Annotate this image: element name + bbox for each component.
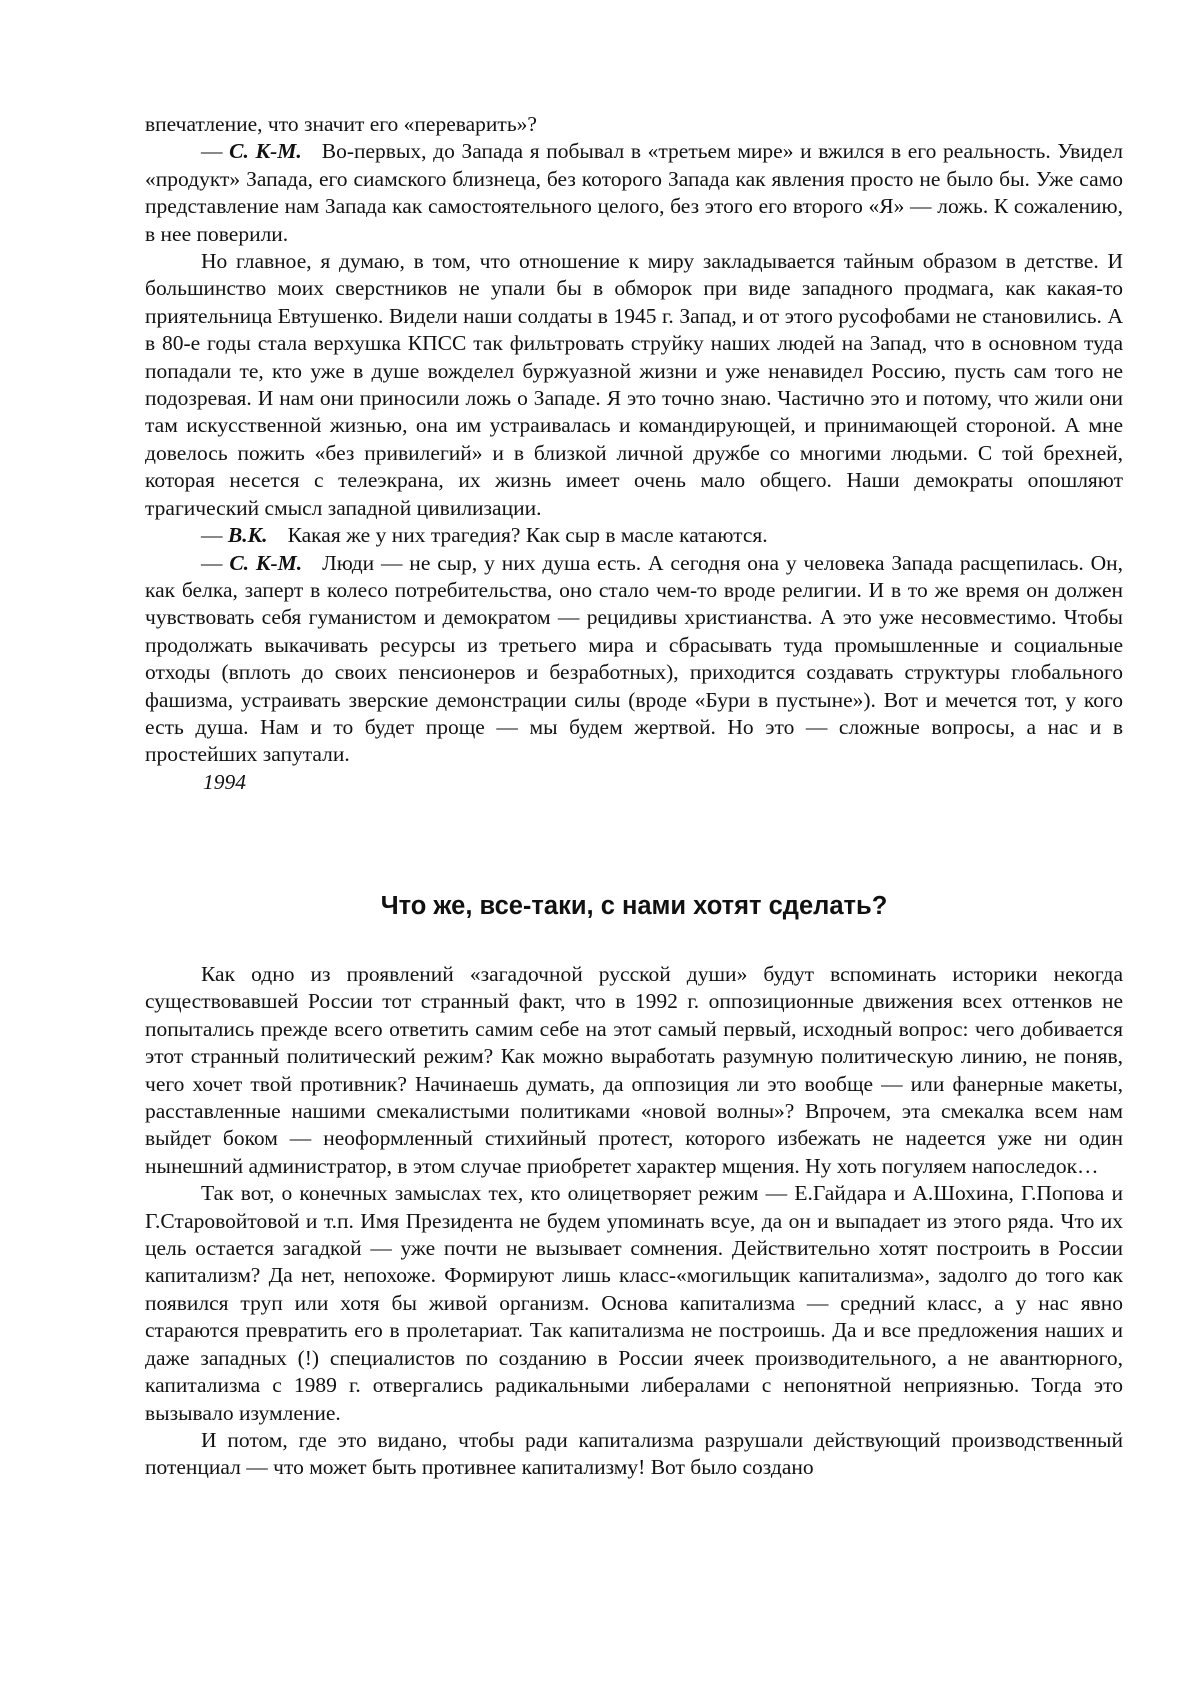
paragraph-body: Как одно из проявлений «загадочной русской души» будут вспоминать историки некогда существовавшей России тот странный факт, что в 1992 г. оппозиционные движения всех оттенков не попытались прежде всего ответить самим себе на этот самый первый, исходный вопрос: чего добивается этот странный политический режим? Как можно выработать разумную политическую линию, не поняв, чего хочет твой противник? Начинаешь думать, да оппозиция ли это вообще — или фанерные макеты, расставленные нашими смекалистыми политиками «новой волны»? Впрочем, эта смекалка всем нам выйдет боком — неоформленный стихийный протест, которого избежать не надеется уже ни один нынешний администратор, в этом случае приобретет характер мщения. Ну хоть погуляем напоследок…	[145, 962, 1123, 1178]
answer-text: Во-первых, до Запада я побывал в «третьем мире» и вжился в его реальность. Увидел «продукт» Запада, его сиамского близнеца, без которого Запада как явления просто не было бы. Уже само представление нам Запада как самостоятельного целого, без этого его второго «Я» — ложь. К сожалению, в нее поверили.	[145, 139, 1124, 246]
question-text: Какая же у них трагедия? Как сыр в масле катаются.	[287, 523, 768, 548]
paragraph-question	[145, 522, 1123, 549]
dash: —	[201, 550, 230, 575]
answer-text: Люди — не сыр, у них душа есть. А сегодня она у человека Запада расщепилась. Он, как белка, заперт в колесо потребительства, оно стало чем-то вроде религии. И в то же время он должен чувствовать себя гуманистом и демократом — рецидивы христианства. А это уже несовместимо. Чтобы продолжать выкачивать ресурсы из третьего мира и сбрасывать туда промышленные и социальные отходы (вплоть до своих пенсионеров и безработных), приходится создавать структуры глобального фашизма, устраивать зверские демонстрации силы (вроде «Бури в пустыне»). Вот и мечется тот, у кого есть душа. Нам и то будет проще — мы будем жертвой. Но это — сложные вопросы, а нас и в простейших запутали.	[145, 550, 1123, 767]
paragraph-body: Но главное, я думаю, в том, что отношение к миру закладывается тайным образом в детстве. И большинство моих сверстников не упали бы в обморок при виде западного продмага, как какая-то приятельница Евтушенко. Видели наши солдаты в 1945 г. Запад, и от этого русофобами не становились. А в 80-е годы стала верхушка КПСС так фильтровать струйку наших людей на Запад, что в основном туда попадали те, кто уже в душе вожделел буржуазной жизни и уже ненавидел Россию, пусть сам того не подозревая. И нам они приносили ложь о Западе. Я это точно знаю. Частично это и потому, что жили они там искусственной жизнью, она им устраивалась и командирующей, и принимающей стороной. А мне довелось пожить «без привилегий» и в близкой личной дружбе со многими людьми. С той брехней, которая несется с телеэкрана, их жизнь имеет очень мало общего. Наши демократы опошляют трагический смысл западной цивилизации.	[145, 249, 1123, 520]
article-section	[145, 961, 1123, 1482]
speaker-label: С. К-М.	[229, 550, 303, 575]
speaker-label: В.К.	[227, 523, 268, 548]
interview-section	[145, 111, 1123, 796]
paragraph-body: И потом, где это видано, чтобы ради капитализма разрушали действующий производственный потенциал — что может быть противнее капитализму! Вот было создано	[145, 1427, 1123, 1480]
paragraph-answer-2	[145, 550, 1123, 769]
speaker-label: С. К-М.	[229, 139, 302, 164]
date-line: 1994	[203, 769, 246, 794]
dash: —	[201, 523, 228, 548]
paragraph-body: Так вот, о конечных замыслах тех, кто олицетворяет режим — Е.Гайдара и А.Шохина, Г.Попова и Г.Старовойтовой и т.п. Имя Президента не будем упоминать всуе, да он и выпадает из этого ряда. Что их цель остается загадкой — уже почти не вызывает сомнения. Действительно хотят построить в России капитализм? Да нет, непохоже. Формируют лишь класс-«могильщик капитализма», задолго до того как появился труп или хотя бы живой организм. Основа капитализма — средний класс, а у нас явно стараются превратить его в пролетариат. Так капитализма не построишь. Да и все предложения наших и даже западных (!) специалистов по созданию в России ячеек производительного, а не авантюрного, капитализма с 1989 г. отвергались радикальными либералами с непонятной неприязнью. Тогда это вызывало изумление.	[145, 1181, 1123, 1425]
paragraph-answer-1	[145, 138, 1123, 248]
paragraph-question-end: впечатление, что значит его «переварить»?	[145, 112, 537, 136]
dash: —	[201, 139, 230, 164]
section-heading: Что же, все-таки, с нами хотят сделать?	[380, 892, 888, 920]
